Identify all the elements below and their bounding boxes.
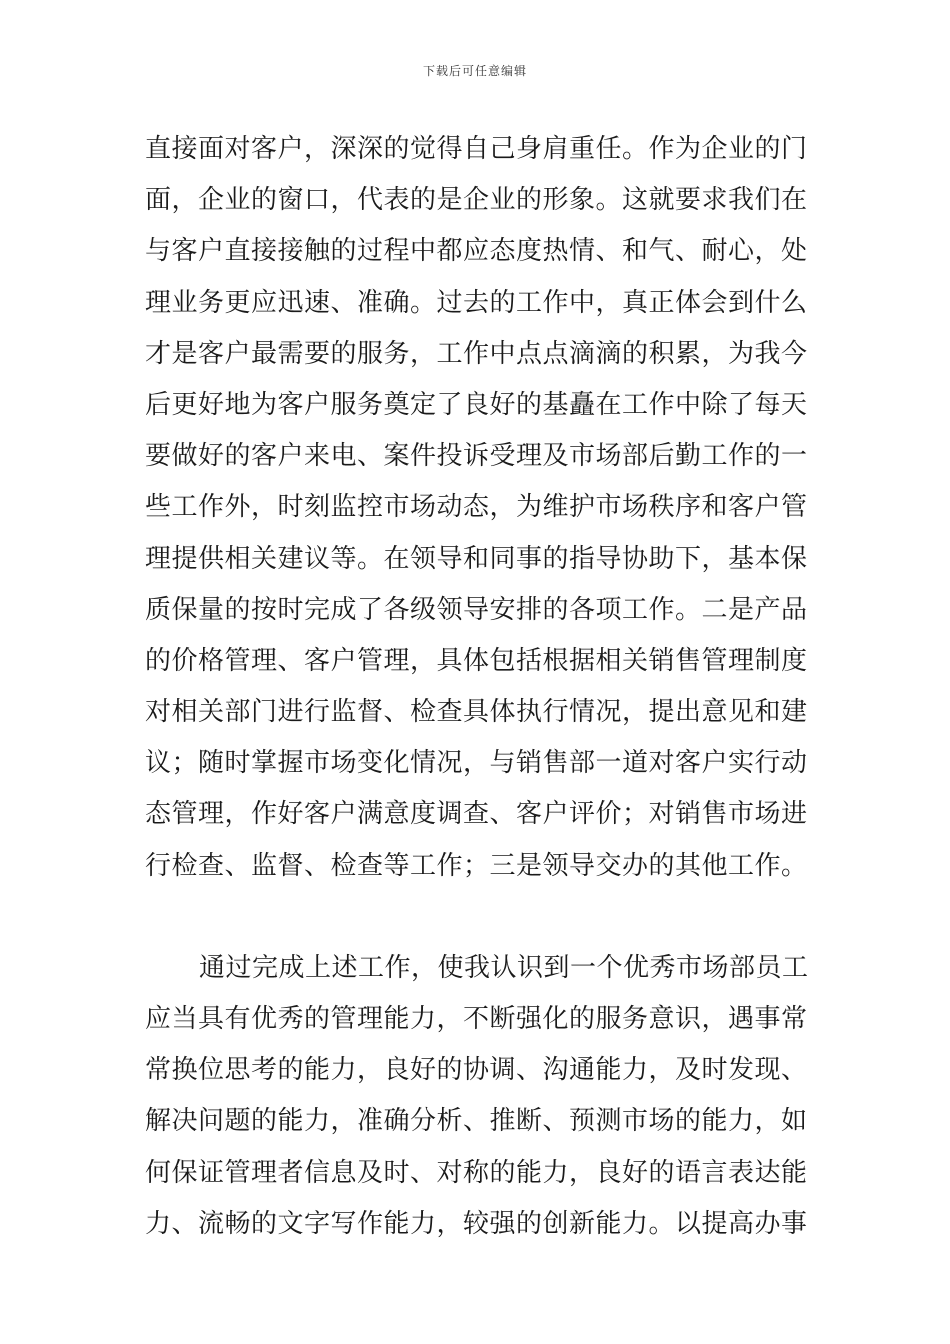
text-line: 解决问题的能力，准确分析、推断、预测市场的能力，如 [145,1106,808,1137]
page-header-note: 下载后可任意编辑 [422,64,527,78]
text-line: 与客户直接接触的过程中都应态度热情、和气、耐心，处 [145,236,808,267]
paragraph-2 [145,943,809,1250]
text-line: 理业务更应迅速、准确。过去的工作中，真正体会到什么 [145,287,808,318]
text-line-indented: 通过完成上述工作，使我认识到一个优秀市场部员工 [199,952,809,983]
text-line: 态管理，作好客户满意度调查、客户评价；对销售市场进 [145,799,808,830]
text-line: 理提供相关建议等。在领导和同事的指导协助下，基本保 [145,543,808,574]
text-line: 行检查、监督、检查等工作；三是领导交办的其他工作。 [145,850,808,881]
paragraph-1 [145,124,808,892]
text-line: 要做好的客户来电、案件投诉受理及市场部后勤工作的一 [145,441,808,472]
text-line: 质保量的按时完成了各级领导安排的各项工作。二是产品 [145,594,808,625]
text-line: 后更好地为客户服务奠定了良好的基矗在工作中除了每天 [145,389,808,420]
text-line: 力、流畅的文字写作能力，较强的创新能力。以提高办事 [145,1208,808,1239]
document-body [145,124,809,1250]
text-line: 面，企业的窗口，代表的是企业的形象。这就要求我们在 [145,185,808,216]
text-line: 才是客户最需要的服务，工作中点点滴滴的积累，为我今 [145,338,808,369]
text-line: 直接面对客户，深深的觉得自己身肩重任。作为企业的门 [145,134,808,164]
text-line: 何保证管理者信息及时、对称的能力，良好的语言表达能 [145,1157,808,1188]
text-line: 的价格管理、客户管理，具体包括根据相关销售管理制度 [145,645,808,676]
text-line: 应当具有优秀的管理能力，不断强化的服务意识，遇事常 [145,1004,808,1034]
paragraph-spacer [145,892,805,943]
text-line: 些工作外，时刻监控市场动态，为维护市场秩序和客户管 [145,492,808,523]
text-line: 常换位思考的能力，良好的协调、沟通能力，及时发现、 [145,1055,808,1086]
text-line: 议；随时掌握市场变化情况，与销售部一道对客户实行动 [145,748,808,779]
text-line: 对相关部门进行监督、检查具体执行情况，提出意见和建 [145,697,808,728]
